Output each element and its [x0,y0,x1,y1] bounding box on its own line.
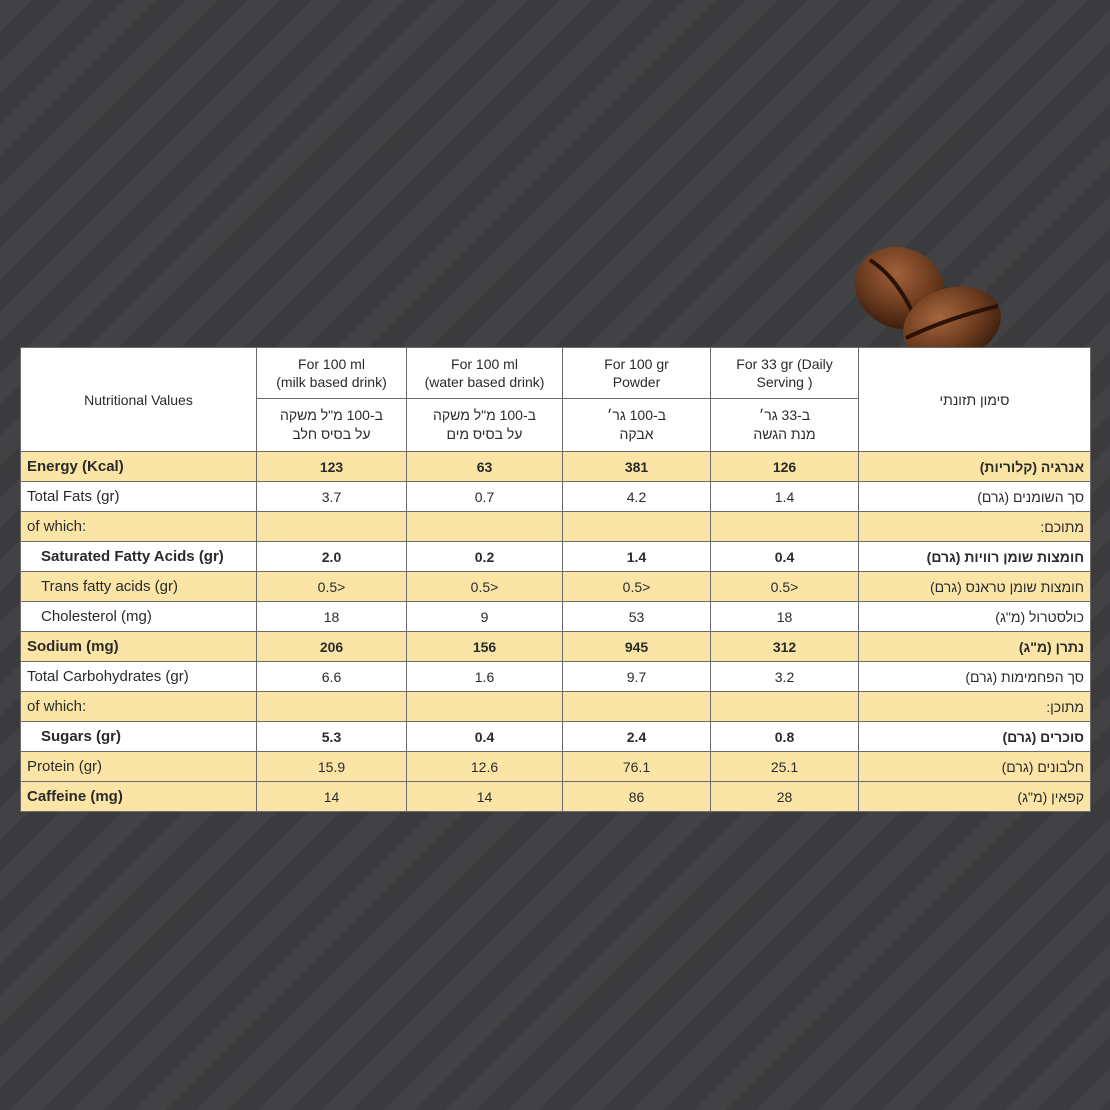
value-cell: 126 [711,452,859,482]
row-label-en: Sugars (gr) [21,722,257,752]
value-cell: 123 [257,452,407,482]
header-col-milk-en: For 100 ml (milk based drink) [257,348,407,399]
value-cell: 381 [563,452,711,482]
header-title-he: סימון תזונתי [859,348,1091,452]
row-label-en: Total Fats (gr) [21,482,257,512]
value-cell: 53 [563,602,711,632]
value-cell: 28 [711,782,859,812]
value-cell: 0.4 [711,542,859,572]
row-sodium [21,632,1091,662]
value-cell: 3.2 [711,662,859,692]
row-label-he: אנרגיה (קלוריות) [859,452,1091,482]
value-cell: 945 [563,632,711,662]
row-label-en: Protein (gr) [21,752,257,782]
value-cell: 14 [407,782,563,812]
row-label-he: כולסטרול (מ"ג) [859,602,1091,632]
header-col-milk-he: ב-100 מ"ל משקה על בסיס חלב [257,399,407,452]
header-col-powder-he: ב-100 גר׳ אבקה [563,399,711,452]
value-cell: 9.7 [563,662,711,692]
row-sugars [21,722,1091,752]
header-col-powder-en: For 100 gr Powder [563,348,711,399]
value-cell: 86 [563,782,711,812]
row-trans-fatty-acids [21,572,1091,602]
row-label-en: Total Carbohydrates (gr) [21,662,257,692]
value-cell: 5.3 [257,722,407,752]
row-cholesterol [21,602,1091,632]
header-col-serving-he: ב-33 גר׳ מנת הגשה [711,399,859,452]
value-cell: 0.2 [407,542,563,572]
row-label-he: סך השומנים (גרם) [859,482,1091,512]
value-cell: 25.1 [711,752,859,782]
value-cell: 4.2 [563,482,711,512]
value-cell [711,692,859,722]
row-label-en: Caffeine (mg) [21,782,257,812]
value-cell: 2.4 [563,722,711,752]
header-col-water-en: For 100 ml (water based drink) [407,348,563,399]
row-of-which-fats [21,512,1091,542]
value-cell: 0.4 [407,722,563,752]
row-label-he: חומצות שומן רוויות (גרם) [859,542,1091,572]
row-label-en: Sodium (mg) [21,632,257,662]
row-label-he: חלבונים (גרם) [859,752,1091,782]
value-cell: 312 [711,632,859,662]
value-cell: 0.5> [407,572,563,602]
row-total-carbohydrates [21,662,1091,692]
value-cell: 12.6 [407,752,563,782]
header-title-en: Nutritional Values [21,348,257,452]
row-of-which-carbs [21,692,1091,722]
nutrition-table [20,347,1091,812]
value-cell: 1.4 [563,542,711,572]
row-label-he: סוכרים (גרם) [859,722,1091,752]
value-cell: 76.1 [563,752,711,782]
value-cell: 1.6 [407,662,563,692]
row-label-en: Cholesterol (mg) [21,602,257,632]
value-cell [563,692,711,722]
value-cell: 63 [407,452,563,482]
value-cell [257,692,407,722]
row-label-en: of which: [21,692,257,722]
row-label-he: מתוכם: [859,512,1091,542]
value-cell [407,512,563,542]
header-col-water-he: ב-100 מ"ל משקה על בסיס מים [407,399,563,452]
row-label-en: Saturated Fatty Acids (gr) [21,542,257,572]
value-cell: 1.4 [711,482,859,512]
value-cell: 0.5> [563,572,711,602]
value-cell: 0.8 [711,722,859,752]
header-col-serving-en: For 33 gr (Daily Serving ) [711,348,859,399]
row-label-he: מתוכן: [859,692,1091,722]
row-protein [21,752,1091,782]
row-label-en: Energy (Kcal) [21,452,257,482]
row-label-he: חומצות שומן טראנס (גרם) [859,572,1091,602]
value-cell: 3.7 [257,482,407,512]
row-saturated-fatty-acids [21,542,1091,572]
row-label-en: Trans fatty acids (gr) [21,572,257,602]
header-row-en [21,348,1091,399]
row-label-he: סך הפחמימות (גרם) [859,662,1091,692]
value-cell: 15.9 [257,752,407,782]
row-label-he: נתרן (מ"ג) [859,632,1091,662]
row-label-he: קפאין (מ"ג) [859,782,1091,812]
value-cell: 9 [407,602,563,632]
value-cell: 0.7 [407,482,563,512]
value-cell: 0.5> [257,572,407,602]
value-cell [257,512,407,542]
value-cell: 6.6 [257,662,407,692]
value-cell: 156 [407,632,563,662]
value-cell [407,692,563,722]
row-label-en: of which: [21,512,257,542]
value-cell [563,512,711,542]
value-cell: 14 [257,782,407,812]
row-energy [21,452,1091,482]
row-caffeine [21,782,1091,812]
value-cell: 2.0 [257,542,407,572]
value-cell [711,512,859,542]
value-cell: 18 [711,602,859,632]
value-cell: 206 [257,632,407,662]
value-cell: 0.5> [711,572,859,602]
value-cell: 18 [257,602,407,632]
row-total-fats [21,482,1091,512]
